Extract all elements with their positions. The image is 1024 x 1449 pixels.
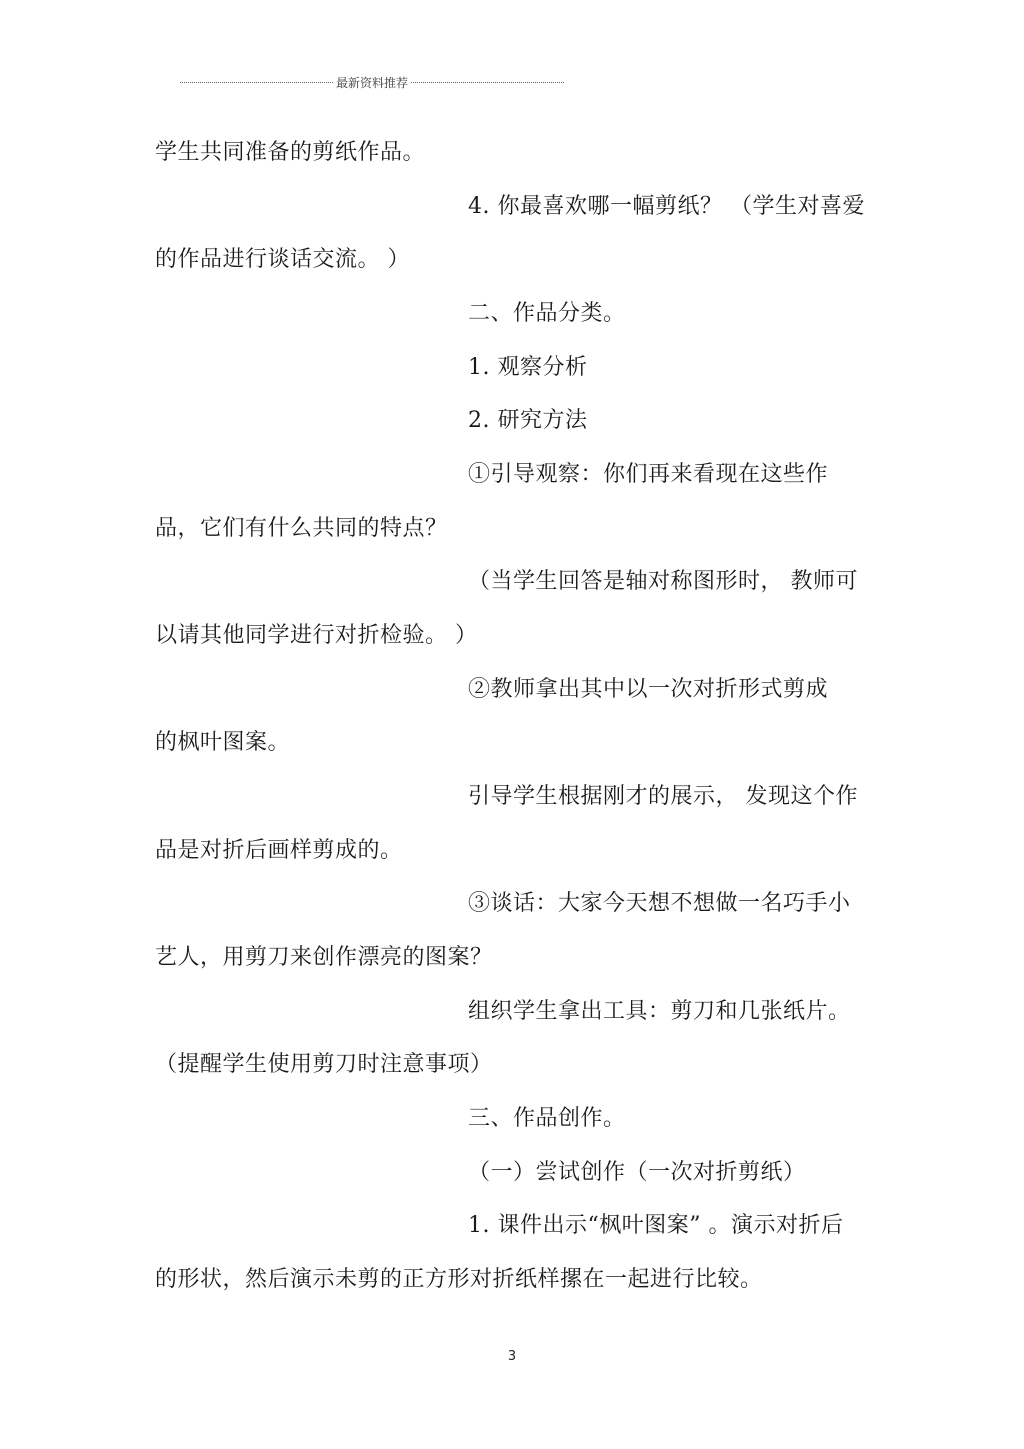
body-line: 品，它们有什么共同的特点？ <box>155 516 448 541</box>
body-line: （当学生回答是轴对称图形时， 教师可 <box>468 569 858 594</box>
page-header <box>180 72 564 92</box>
body-line: ③谈话：大家今天想不想做一名巧手小 <box>468 891 851 916</box>
body-line: 的枫叶图案。 <box>155 730 291 755</box>
body-line: 1. 课件出示“枫叶图案” 。演示对折后 <box>468 1213 844 1238</box>
body-line: 品是对折后画样剪成的。 <box>155 838 403 863</box>
body-line: 引导学生根据刚才的展示， 发现这个作 <box>468 784 858 809</box>
body-line: 以请其他同学进行对折检验。 ） <box>155 623 478 648</box>
subsection-heading: （一）尝试创作（一次对折剪纸） <box>468 1160 806 1185</box>
body-line: 组织学生拿出工具：剪刀和几张纸片。 <box>468 999 851 1024</box>
body-line: 艺人，用剪刀来创作漂亮的图案？ <box>155 945 493 970</box>
header-dotted-rule-left <box>180 82 333 83</box>
body-line: 2. 研究方法 <box>468 408 588 433</box>
section-heading: 二、作品分类。 <box>468 301 626 326</box>
body-line: 的形状，然后演示未剪的正方形对折纸样摞在一起进行比较。 <box>155 1267 763 1292</box>
body-line: 学生共同准备的剪纸作品。 <box>155 140 426 165</box>
body-line: 4. 你最喜欢哪一幅剪纸？ （学生对喜爱 <box>468 194 865 219</box>
body-line: ①引导观察：你们再来看现在这些作 <box>468 462 829 487</box>
body-line: 1. 观察分析 <box>468 355 588 380</box>
header-dotted-rule-right <box>411 82 564 83</box>
body-line: （提醒学生使用剪刀时注意事项） <box>155 1052 493 1077</box>
page-number: 3 <box>507 1349 517 1364</box>
body-line: 的作品进行谈话交流。 ） <box>155 247 410 272</box>
header-title: 最新资料推荐 <box>336 75 409 90</box>
section-heading: 三、作品创作。 <box>468 1106 626 1131</box>
body-line: ②教师拿出其中以一次对折形式剪成 <box>468 677 829 702</box>
